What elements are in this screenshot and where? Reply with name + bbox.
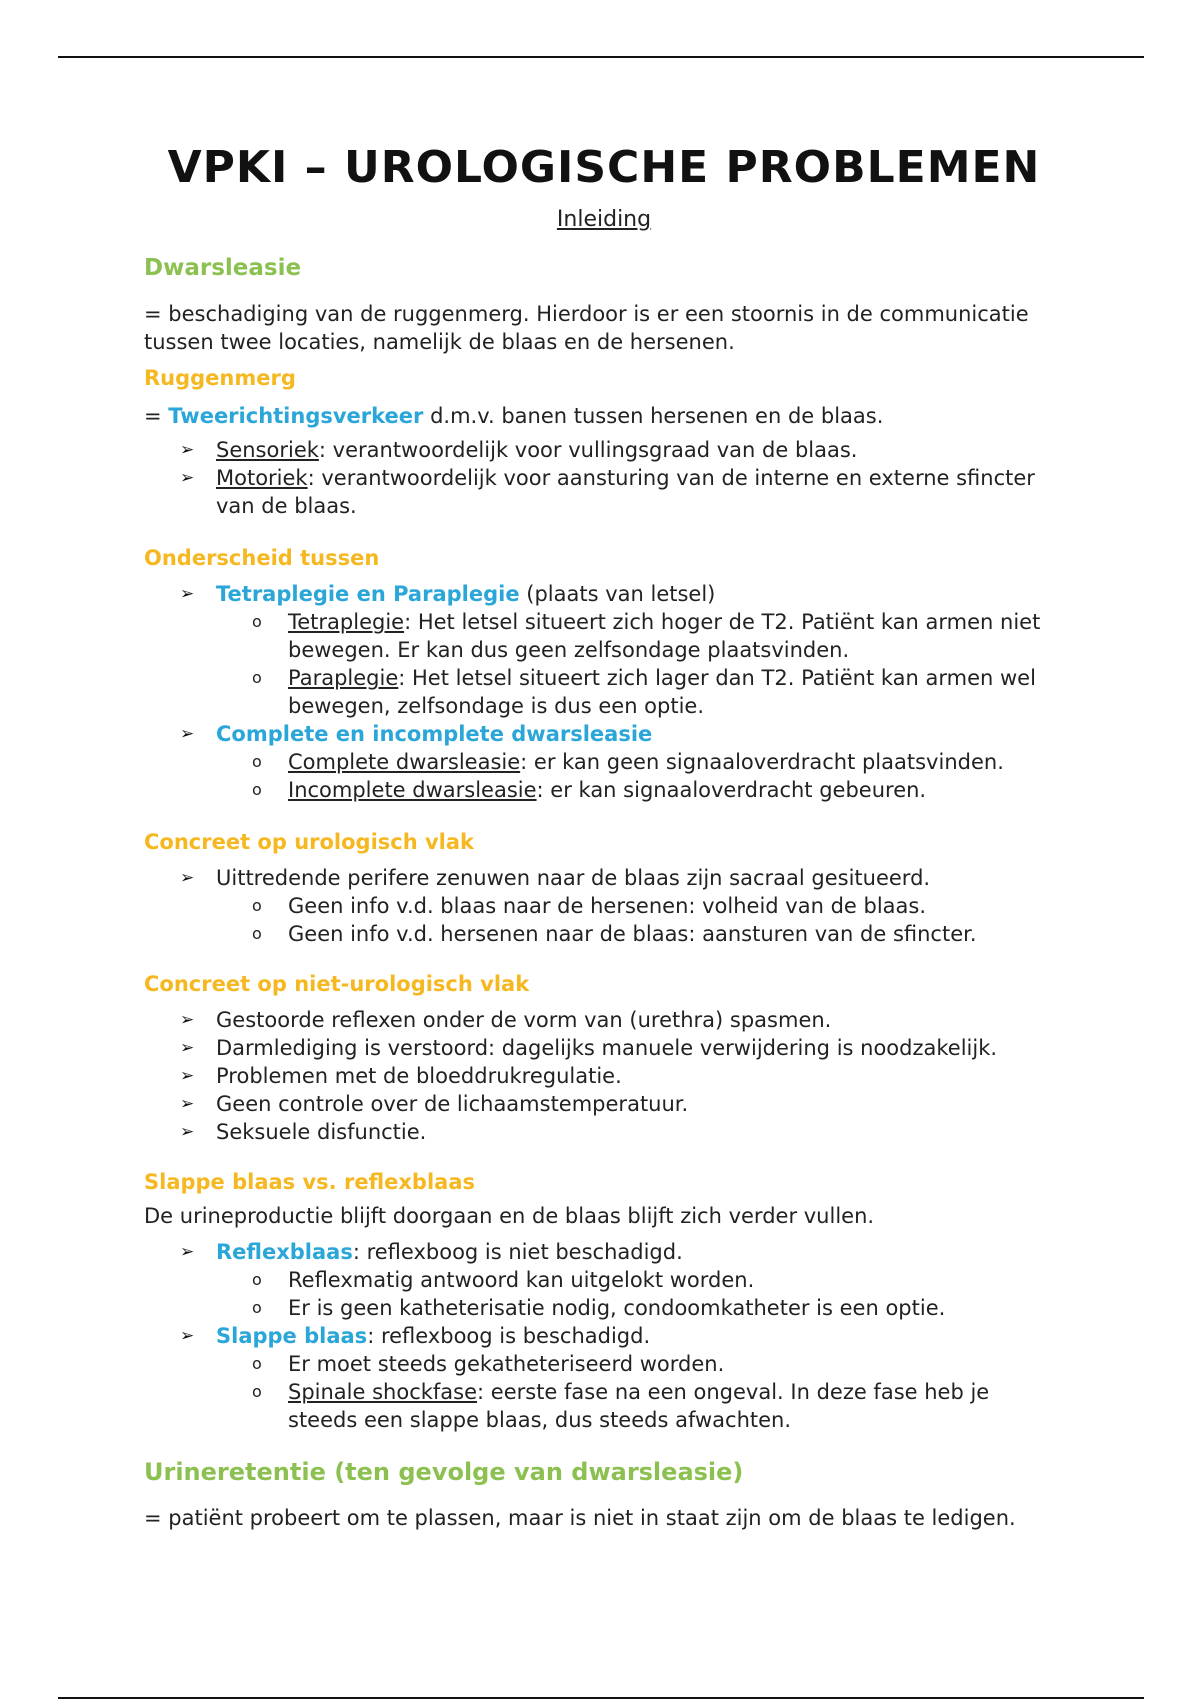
circle-bullet-icon: o bbox=[252, 1382, 262, 1401]
list-item: ➢ Slappe blaas: reflexboog is beschadigd. o Er moet steeds gekatheteriseerd worden. o Spinale shockfase: eerste fase na een ongeval. In deze fase heb je steeds een slappe blaas, dus steeds afwachten. bbox=[144, 1322, 1064, 1434]
sub-list-item: o Reflexmatig antwoord kan uitgelokt worden. bbox=[252, 1268, 755, 1292]
circle-bullet-icon: o bbox=[252, 668, 262, 687]
page-title: VPKI – UROLOGISCHE PROBLEMEN bbox=[167, 142, 1041, 193]
circle-bullet-icon: o bbox=[252, 1354, 262, 1373]
heading-dwarsleasie: Dwarsleasie bbox=[144, 255, 302, 281]
slappe-list bbox=[144, 1238, 1064, 1434]
circle-bullet-icon: o bbox=[252, 780, 262, 799]
arrow-bullet-icon: ➢ bbox=[180, 1010, 195, 1030]
sub-list bbox=[216, 608, 1064, 720]
sub-list-item: o Er is geen katheterisatie nodig, condoomkatheter is een optie. bbox=[252, 1296, 946, 1320]
list-item: ➢ Reflexblaas: reflexboog is niet beschadigd. o Reflexmatig antwoord kan uitgelokt worden. o Er is geen katheterisatie nodig, condoomkatheter is een optie. bbox=[144, 1238, 1064, 1322]
sub-list bbox=[216, 892, 1064, 948]
circle-bullet-icon: o bbox=[252, 1298, 262, 1317]
sub-list bbox=[216, 748, 1064, 804]
ruggenmerg-list bbox=[144, 436, 1064, 520]
sub-list bbox=[216, 1266, 1064, 1322]
arrow-bullet-icon: ➢ bbox=[180, 1122, 195, 1142]
sub-list-item: o Spinale shockfase: eerste fase na een ongeval. In deze fase heb je steeds een slappe blaas, dus steeds afwachten. bbox=[252, 1380, 990, 1432]
arrow-bullet-icon: ➢ bbox=[180, 1242, 195, 1262]
niet-urologisch-list bbox=[144, 1006, 1064, 1146]
heading-urologisch: Concreet op urologisch vlak bbox=[144, 830, 475, 854]
circle-bullet-icon: o bbox=[252, 1270, 262, 1289]
arrow-bullet-icon: ➢ bbox=[180, 468, 195, 488]
arrow-bullet-icon: ➢ bbox=[180, 1094, 195, 1114]
arrow-bullet-icon: ➢ bbox=[180, 440, 195, 460]
list-item: ➢ Geen controle over de lichaamstemperatuur. bbox=[180, 1092, 689, 1116]
top-rule bbox=[58, 56, 1144, 58]
list-item: ➢ Seksuele disfunctie. bbox=[180, 1120, 427, 1144]
dwarsleasie-definition: = beschadiging van de ruggenmerg. Hierdoor is er een stoornis in de communicatie tussen twee locaties, namelijk de blaas en de hersenen. bbox=[144, 302, 1029, 354]
arrow-bullet-icon: ➢ bbox=[180, 584, 195, 604]
heading-onderscheid: Onderscheid tussen bbox=[144, 546, 380, 570]
sub-list-item: o Tetraplegie: Het letsel situeert zich hoger de T2. Patiënt kan armen niet bewegen. Er kan dus geen zelfsondage plaatsvinden. bbox=[252, 610, 1041, 662]
sub-list-item: o Paraplegie: Het letsel situeert zich lager dan T2. Patiënt kan armen wel bewegen, zelfsondage is dus een optie. bbox=[252, 666, 1036, 718]
circle-bullet-icon: o bbox=[252, 752, 262, 771]
circle-bullet-icon: o bbox=[252, 612, 262, 631]
sub-list-item: o Incomplete dwarsleasie: er kan signaaloverdracht gebeuren. bbox=[252, 778, 927, 802]
list-item: ➢ Complete en incomplete dwarsleasie o Complete dwarsleasie: er kan geen signaaloverdracht plaatsvinden. o Incomplete dwarsleasie: er kan signaaloverdracht gebeuren. bbox=[144, 720, 1064, 804]
arrow-bullet-icon: ➢ bbox=[180, 1326, 195, 1346]
term-tweerichtingsverkeer: Tweerichtingsverkeer bbox=[168, 404, 424, 428]
circle-bullet-icon: o bbox=[252, 924, 262, 943]
document-body bbox=[144, 140, 1064, 1532]
list-item: ➢ Sensoriek: verantwoordelijk voor vullingsgraad van de blaas. bbox=[180, 438, 858, 462]
sub-list-item: o Geen info v.d. hersenen naar de blaas: aansturen van de sfincter. bbox=[252, 922, 977, 946]
urologisch-list bbox=[144, 864, 1064, 948]
sub-list-item: o Er moet steeds gekatheteriseerd worden. bbox=[252, 1352, 725, 1376]
list-item: ➢ Tetraplegie en Paraplegie (plaats van letsel) o Tetraplegie: Het letsel situeert zich hoger de T2. Patiënt kan armen niet bewegen. Er kan dus geen zelfsondage plaatsvinden. o Paraplegie: Het letsel situeert zich lager dan T2. Patiënt kan armen wel bewegen, zelfsondage is dus een optie. bbox=[144, 580, 1064, 720]
list-item: ➢ Darmlediging is verstoord: dagelijks manuele verwijdering is noodzakelijk. bbox=[180, 1036, 998, 1060]
heading-slappe-blaas: Slappe blaas vs. reflexblaas bbox=[144, 1170, 475, 1194]
sub-list-item: o Complete dwarsleasie: er kan geen signaaloverdracht plaatsvinden. bbox=[252, 750, 1004, 774]
arrow-bullet-icon: ➢ bbox=[180, 1038, 195, 1058]
ruggenmerg-definition: = Tweerichtingsverkeer d.m.v. banen tussen hersenen en de blaas. bbox=[144, 404, 884, 428]
list-item: ➢ Motoriek: verantwoordelijk voor aansturing van de interne en externe sfincter van de blaas. bbox=[180, 466, 1035, 518]
arrow-bullet-icon: ➢ bbox=[180, 868, 195, 888]
heading-urineretentie: Urineretentie (ten gevolge van dwarsleasie) bbox=[144, 1458, 744, 1486]
arrow-bullet-icon: ➢ bbox=[180, 724, 195, 744]
circle-bullet-icon: o bbox=[252, 896, 262, 915]
list-item: ➢ Uittredende perifere zenuwen naar de blaas zijn sacraal gesitueerd. o Geen info v.d. blaas naar de hersenen: volheid van de blaas. o Geen info v.d. hersenen naar de blaas: aansturen van de sfincter. bbox=[144, 864, 1064, 948]
onderscheid-list bbox=[144, 580, 1064, 804]
heading-niet-urologisch: Concreet op niet-urologisch vlak bbox=[144, 972, 530, 996]
urineretentie-definition: = patiënt probeert om te plassen, maar is niet in staat zijn om de blaas te ledigen. bbox=[144, 1506, 1016, 1530]
arrow-bullet-icon: ➢ bbox=[180, 1066, 195, 1086]
bottom-rule bbox=[58, 1697, 1144, 1699]
slappe-intro: De urineproductie blijft doorgaan en de blaas blijft zich verder vullen. bbox=[144, 1204, 875, 1228]
page-subtitle: Inleiding bbox=[556, 207, 652, 232]
sub-list-item: o Geen info v.d. blaas naar de hersenen: volheid van de blaas. bbox=[252, 894, 927, 918]
heading-ruggenmerg: Ruggenmerg bbox=[144, 366, 296, 390]
list-item: ➢ Problemen met de bloeddrukregulatie. bbox=[180, 1064, 622, 1088]
list-item: ➢ Gestoorde reflexen onder de vorm van (urethra) spasmen. bbox=[180, 1008, 832, 1032]
sub-list bbox=[216, 1350, 1064, 1434]
